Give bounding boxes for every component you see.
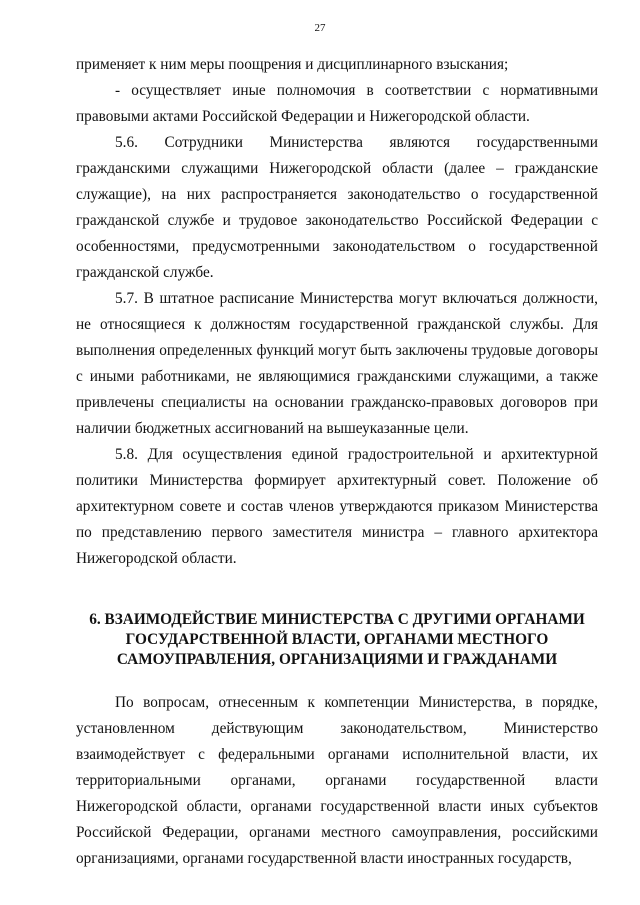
section-heading-line: 6. ВЗАИМОДЕЙСТВИЕ МИНИСТЕРСТВА С ДРУГИМИ ОРГАНАМИ xyxy=(89,611,585,628)
section-heading-line: ГОСУДАРСТВЕННОЙ ВЛАСТИ, ОРГАНАМИ МЕСТНОГО xyxy=(125,631,549,648)
paragraph-5-6: 5.6. Сотрудники Министерства являются государственными гражданскими служащими Нижегородской области (далее – гражданские служащие), на них распространяется законодательство о государственной гражданской службе и трудовое законодательство Российской Федерации с особенностями, предусмотренными законодательством о государственной гражданской службе. xyxy=(76,134,598,281)
paragraph-5-8: 5.8. Для осуществления единой градостроительной и архитектурной политики Министерства формирует архитектурный совет. Положение об архитектурном совете и состав членов утверждаются приказом Министерства по представлению первого заместителя министра – главного архитектора Нижегородской области. xyxy=(76,446,598,567)
section-heading-line: САМОУПРАВЛЕНИЯ, ОРГАНИЗАЦИЯМИ И ГРАЖДАНАМИ xyxy=(116,651,558,668)
section-heading xyxy=(76,610,598,670)
document-body xyxy=(76,52,598,872)
paragraph-continuation: применяет к ним меры поощрения и дисциплинарного взыскания; xyxy=(76,56,509,73)
paragraph-6-intro: По вопросам, отнесенным к компетенции Министерства, в порядке, установленном действующим законодательством, Министерство взаимодействует с федеральными органами исполнительной власти, их территориальными органами, органами государственной власти Нижегородской области, органами государственной власти иных субъектов Российской Федерации, органами местного самоуправления, российскими организациями, органами государственной власти иностранных государств, xyxy=(76,694,598,867)
paragraph-list-item: - осуществляет иные полномочия в соответствии с нормативными правовыми актами Российской Федерации и Нижегородской области. xyxy=(76,82,598,125)
page-number: 27 xyxy=(314,22,326,34)
paragraph-5-7: 5.7. В штатное расписание Министерства могут включаться должности, не относящиеся к должностям государственной гражданской службы. Для выполнения определенных функций могут быть заключены трудовые договоры с иными работниками, не являющимися гражданскими служащими, а также привлечены специалисты на основании гражданско-правовых договоров при наличии бюджетных ассигнований на вышеуказанные цели. xyxy=(76,290,598,437)
